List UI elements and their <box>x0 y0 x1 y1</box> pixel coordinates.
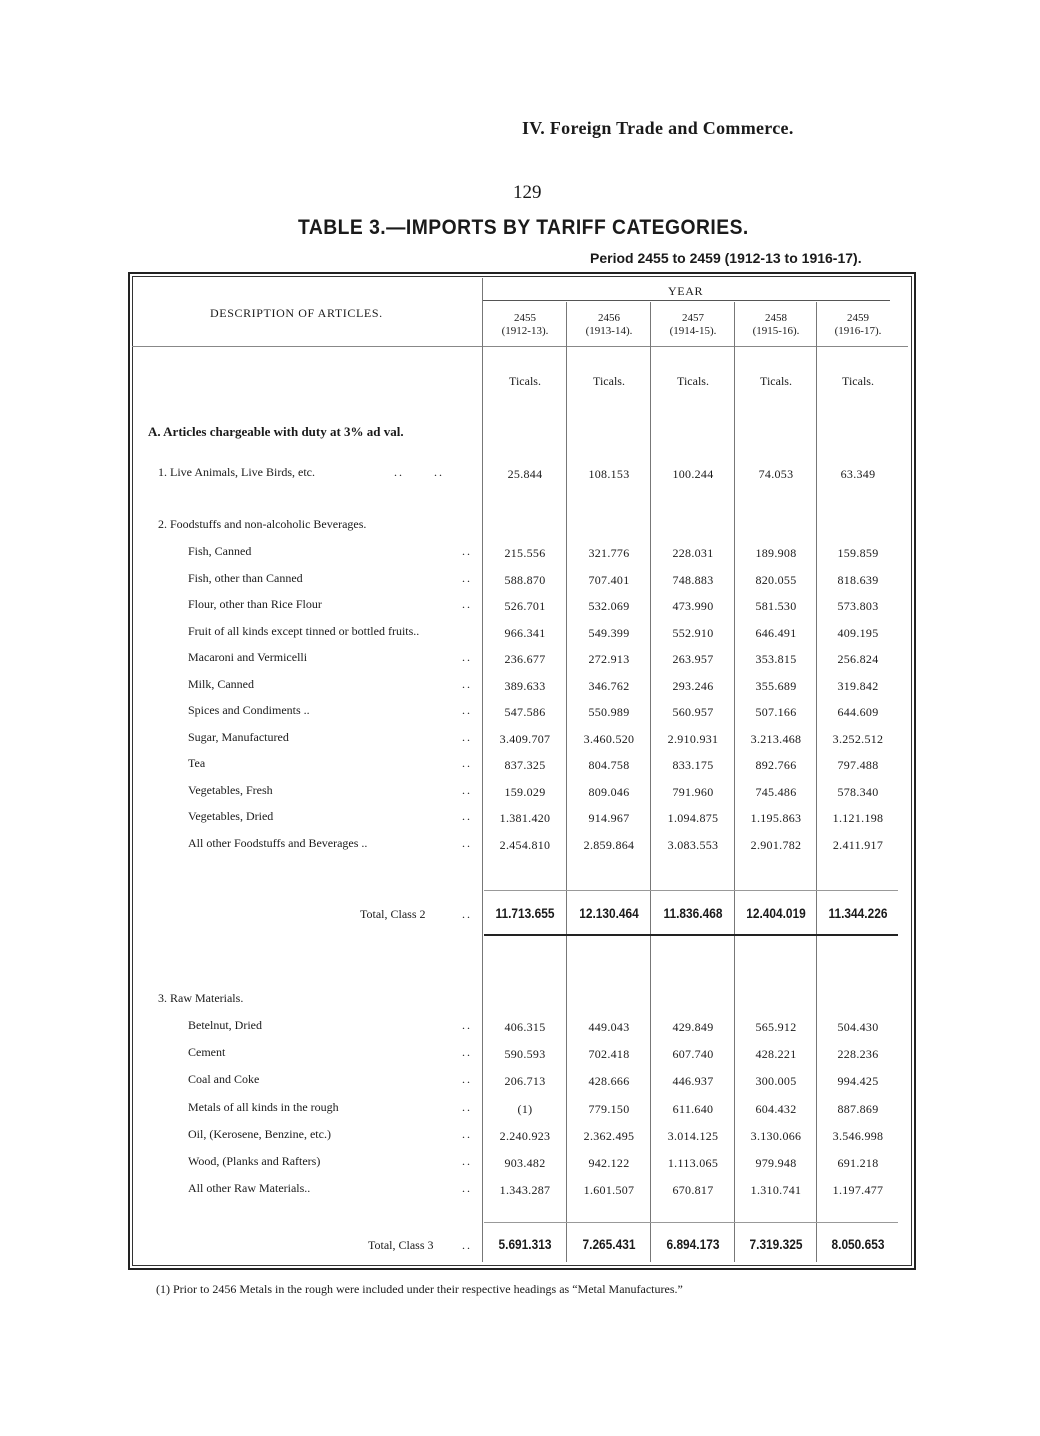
row-value: 611.640 <box>672 1101 714 1116</box>
unit-label: Ticals. <box>509 374 541 388</box>
row-value: 2.362.495 <box>583 1128 635 1143</box>
row-value: 1.601.507 <box>583 1183 635 1198</box>
class1-value: 63.349 <box>840 467 876 481</box>
year-2459 <box>818 312 898 338</box>
row-label: Wood, (Planks and Rafters) <box>188 1154 321 1168</box>
description-header: DESCRIPTION OF ARTICLES. <box>210 306 383 320</box>
leader-dots: .. <box>462 756 472 770</box>
leader-dots: .. .. <box>394 465 444 479</box>
leader-dots: .. <box>462 570 472 585</box>
row-value: 791.960 <box>672 784 714 799</box>
row-value: 429.849 <box>672 1020 714 1034</box>
row-value: 1.197.477 <box>832 1183 884 1198</box>
leader-dots: .. <box>462 1154 472 1168</box>
total-class3-value: 8.050.653 <box>831 1236 885 1252</box>
leader-dots: .. <box>462 907 472 921</box>
year-range: (1913-14). <box>585 325 633 337</box>
row-value: 346.762 <box>588 678 630 693</box>
row-value: 189.908 <box>755 546 797 560</box>
row-value: 2.859.864 <box>583 837 635 852</box>
row-value: 3.130.066 <box>750 1128 802 1143</box>
class1-value: 108.153 <box>588 467 630 481</box>
period-subtitle: Period 2455 to 2459 (1912-13 to 1916-17). <box>590 250 862 266</box>
row-value: 804.758 <box>588 758 630 772</box>
table-title: TABLE 3.—IMPORTS BY TARIFF CATEGORIES. <box>298 216 749 239</box>
total2-bottom-rule <box>484 934 898 936</box>
row-label: Vegetables, Fresh <box>188 782 273 797</box>
row-value: 3.083.553 <box>667 837 719 852</box>
class1-value: 100.244 <box>672 467 714 481</box>
row-value: 159.859 <box>837 546 879 560</box>
row-value: 903.482 <box>504 1156 546 1170</box>
row-value: 3.546.998 <box>832 1128 884 1143</box>
row-label: All other Raw Materials.. <box>188 1181 311 1196</box>
year-range: (1916-17). <box>834 325 882 337</box>
row-label: Flour, other than Rice Flour <box>188 597 322 611</box>
year-range: (1912-13). <box>501 325 549 337</box>
row-value: 573.803 <box>837 599 879 613</box>
row-value: 892.766 <box>755 758 797 772</box>
row-label: Vegetables, Dried <box>188 809 274 823</box>
row-value: 887.869 <box>837 1101 879 1116</box>
row-label: Milk, Canned <box>188 676 254 691</box>
class3-heading: 3. Raw Materials. <box>158 991 244 1005</box>
row-label: Metals of all kinds in the rough <box>188 1099 339 1114</box>
row-label: Cement <box>188 1045 226 1060</box>
row-value: 914.967 <box>588 811 630 825</box>
row-value: 578.340 <box>837 784 879 799</box>
row-value: 206.713 <box>504 1074 546 1089</box>
row-value: (1) <box>517 1101 533 1116</box>
row-value: 2.411.917 <box>832 837 884 852</box>
row-value: 607.740 <box>672 1047 714 1062</box>
year-number: 2457 <box>682 312 704 324</box>
row-value: 820.055 <box>755 572 797 587</box>
row-value: 256.824 <box>837 652 879 666</box>
leader-dots: .. <box>462 1045 472 1060</box>
unit-label: Ticals. <box>677 374 709 388</box>
row-value: 449.043 <box>588 1020 630 1034</box>
leader-dots: .. <box>462 1072 472 1087</box>
row-value: 1.381.420 <box>499 811 551 825</box>
row-value: 504.430 <box>837 1020 879 1034</box>
row-value: 966.341 <box>504 625 546 640</box>
row-value: 670.817 <box>672 1183 714 1198</box>
row-value: 3.460.520 <box>583 731 635 746</box>
row-value: 833.175 <box>672 758 714 772</box>
row-value: 797.488 <box>837 758 879 772</box>
row-value: 3.213.468 <box>750 731 802 746</box>
unit-label: Ticals. <box>842 374 874 388</box>
page-number: 129 <box>513 182 542 203</box>
row-value: 979.948 <box>755 1156 797 1170</box>
row-value: 319.842 <box>837 678 879 693</box>
leader-dots: .. <box>462 703 472 717</box>
row-value: 473.990 <box>672 599 714 613</box>
row-label: Oil, (Kerosene, Benzine, etc.) <box>188 1126 331 1141</box>
leader-dots: .. <box>462 676 472 691</box>
row-label: Fish, other than Canned <box>188 570 303 585</box>
row-value: 745.486 <box>755 784 797 799</box>
row-value: 702.418 <box>588 1047 630 1062</box>
leader-dots: .. <box>462 835 472 850</box>
row-value: 1.094.875 <box>667 811 719 825</box>
col-divider-1 <box>566 302 567 1262</box>
leader-dots: .. <box>462 1018 472 1032</box>
total2-top-rule <box>484 890 898 891</box>
leader-dots: .. <box>462 650 472 664</box>
class2-heading: 2. Foodstuffs and non-alcoholic Beverages. <box>158 517 367 531</box>
row-label: Sugar, Manufactured <box>188 729 289 744</box>
row-label: Tea <box>188 756 206 770</box>
total-class3-label: Total, Class 3 <box>368 1238 434 1252</box>
row-value: 300.005 <box>755 1074 797 1089</box>
year-range: (1914-15). <box>669 325 717 337</box>
row-value: 272.913 <box>588 652 630 666</box>
row-value: 159.029 <box>504 784 546 799</box>
year-number: 2456 <box>598 312 620 324</box>
row-value: 355.689 <box>755 678 797 693</box>
row-value: 1.113.065 <box>667 1156 719 1170</box>
total-class2-value: 11.344.226 <box>828 905 888 921</box>
running-header: IV. Foreign Trade and Commerce. <box>522 118 794 138</box>
row-value: 818.639 <box>837 572 879 587</box>
row-value: 532.069 <box>588 599 630 613</box>
year-2456 <box>568 312 650 338</box>
col-divider-4 <box>816 302 817 1262</box>
leader-dots: .. <box>462 597 472 611</box>
row-value: 228.236 <box>837 1047 879 1062</box>
row-value: 1.195.863 <box>750 811 802 825</box>
row-value: 547.586 <box>504 705 546 719</box>
year-underline <box>482 300 890 301</box>
year-header: YEAR <box>668 284 704 298</box>
col-divider-desc <box>482 278 483 1262</box>
row-value: 942.122 <box>588 1156 630 1170</box>
row-value: 550.989 <box>588 705 630 719</box>
leader-dots: .. <box>462 809 472 823</box>
section-a-heading: A. Articles chargeable with duty at 3% ad val. <box>148 424 404 439</box>
unit-label: Ticals. <box>760 374 792 388</box>
col-divider-2 <box>650 302 651 1262</box>
row-value: 565.912 <box>755 1020 797 1034</box>
row-label: Fruit of all kinds except tinned or bottled fruits.. <box>188 623 420 638</box>
row-value: 549.399 <box>588 625 630 640</box>
total-class3-value: 7.265.431 <box>582 1236 636 1252</box>
unit-label: Ticals. <box>593 374 625 388</box>
class1-label: 1. Live Animals, Live Birds, etc. <box>158 465 315 479</box>
row-value: 1.310.741 <box>750 1183 802 1198</box>
leader-dots: .. <box>462 1238 472 1252</box>
row-value: 353.815 <box>755 652 797 666</box>
row-value: 748.883 <box>672 572 714 587</box>
leader-dots: .. <box>462 1099 472 1114</box>
row-value: 604.432 <box>755 1101 797 1116</box>
row-value: 526.701 <box>504 599 546 613</box>
total-class2-value: 11.836.468 <box>663 905 723 921</box>
year-number: 2455 <box>514 312 536 324</box>
class1-value: 25.844 <box>507 467 543 481</box>
row-value: 646.491 <box>755 625 797 640</box>
row-value: 994.425 <box>837 1074 879 1089</box>
row-value: 389.633 <box>504 678 546 693</box>
row-value: 3.014.125 <box>667 1128 719 1143</box>
leader-dots: .. <box>462 729 472 744</box>
row-value: 409.195 <box>837 625 879 640</box>
row-label: Macaroni and Vermicelli <box>188 650 308 664</box>
row-value: 215.556 <box>504 546 546 560</box>
row-value: 293.246 <box>672 678 714 693</box>
total3-top-rule <box>484 1222 898 1223</box>
total-class2-value: 11.713.655 <box>495 905 555 921</box>
header-bottom-rule <box>132 346 908 347</box>
row-value: 552.910 <box>672 625 714 640</box>
row-value: 1.121.198 <box>832 811 884 825</box>
row-value: 263.957 <box>672 652 714 666</box>
row-label: All other Foodstuffs and Beverages .. <box>188 835 368 850</box>
col-divider-3 <box>734 302 735 1262</box>
row-value: 446.937 <box>672 1074 714 1089</box>
row-value: 507.166 <box>755 705 797 719</box>
year-2458 <box>736 312 816 338</box>
row-value: 644.609 <box>837 705 879 719</box>
footnote: (1) Prior to 2456 Metals in the rough were included under their respective headings as “Metal Manufactures.” <box>156 1282 683 1296</box>
row-value: 406.315 <box>504 1020 546 1034</box>
row-value: 228.031 <box>672 546 714 560</box>
total-class2-label: Total, Class 2 <box>360 907 426 921</box>
year-number: 2458 <box>765 312 787 324</box>
row-value: 588.870 <box>504 572 546 587</box>
row-value: 837.325 <box>504 758 546 772</box>
row-value: 428.221 <box>755 1047 797 1062</box>
row-value: 3.409.707 <box>499 731 551 746</box>
row-value: 707.401 <box>588 572 630 587</box>
row-label: Betelnut, Dried <box>188 1018 262 1032</box>
row-value: 581.530 <box>755 599 797 613</box>
leader-dots: .. <box>462 1181 472 1196</box>
total-class3-value: 5.691.313 <box>498 1236 552 1252</box>
year-2455 <box>484 312 566 338</box>
total-class2-value: 12.404.019 <box>746 905 806 921</box>
row-value: 2.901.782 <box>750 837 802 852</box>
row-value: 779.150 <box>588 1101 630 1116</box>
row-value: 3.252.512 <box>832 731 884 746</box>
total-class2-value: 12.130.464 <box>579 905 639 921</box>
row-value: 321.776 <box>588 546 630 560</box>
total-class3-value: 7.319.325 <box>749 1236 803 1252</box>
row-value: 560.957 <box>672 705 714 719</box>
year-range: (1915-16). <box>752 325 800 337</box>
row-value: 809.046 <box>588 784 630 799</box>
leader-dots: .. <box>462 1126 472 1141</box>
class1-value: 74.053 <box>758 467 794 481</box>
row-label: Fish, Canned <box>188 544 252 558</box>
year-number: 2459 <box>847 312 869 324</box>
row-label: Coal and Coke <box>188 1072 260 1087</box>
row-value: 590.593 <box>504 1047 546 1062</box>
row-value: 2.910.931 <box>667 731 719 746</box>
row-label: Spices and Condiments .. <box>188 703 310 717</box>
total-class3-value: 6.894.173 <box>666 1236 720 1252</box>
leader-dots: .. <box>462 544 472 558</box>
leader-dots: .. <box>462 782 472 797</box>
row-value: 2.240.923 <box>499 1128 551 1143</box>
row-value: 691.218 <box>837 1156 879 1170</box>
row-value: 1.343.287 <box>499 1183 551 1198</box>
row-value: 236.677 <box>504 652 546 666</box>
row-value: 428.666 <box>588 1074 630 1089</box>
row-value: 2.454.810 <box>499 837 551 852</box>
year-2457 <box>652 312 734 338</box>
